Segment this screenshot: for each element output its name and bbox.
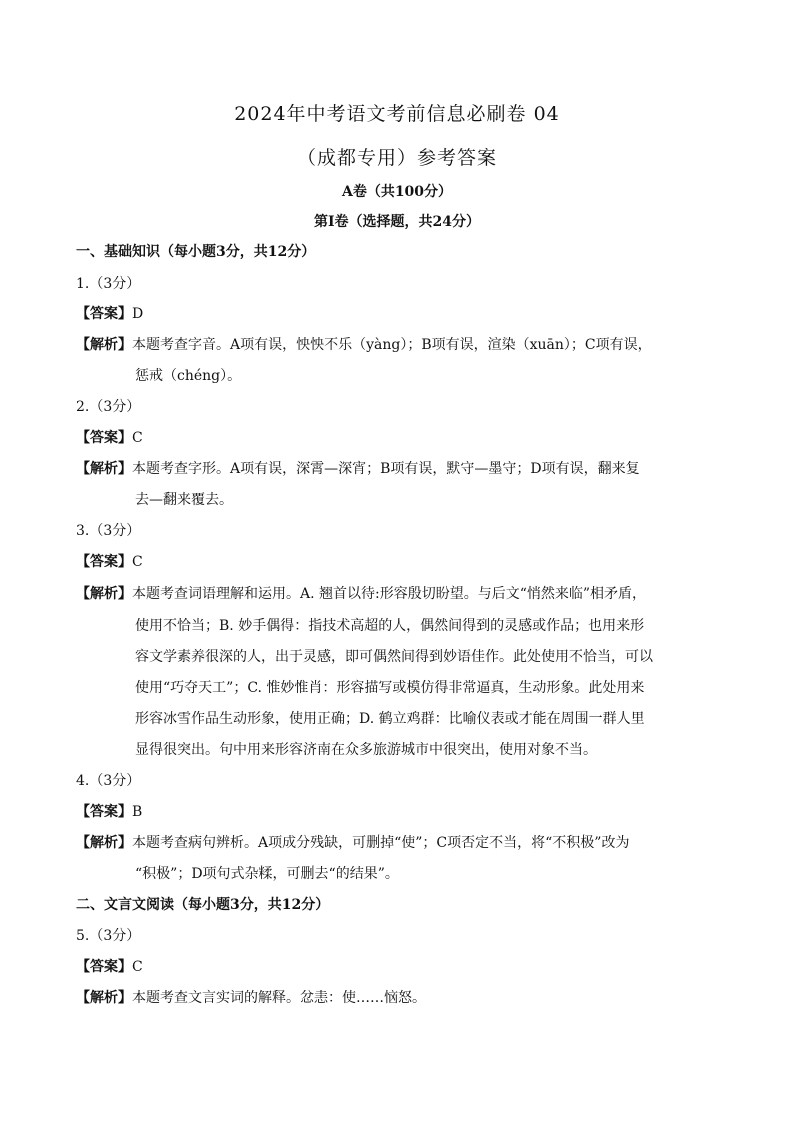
answer-value: C (132, 959, 143, 975)
question-2-answer (76, 428, 143, 448)
analysis-line: 形容冰雪作品生动形象，使用正确；D. 鹤立鸡群：比喻仪表或才能在周围一群人里 (135, 711, 645, 727)
analysis-line: 本题考查词语理解和运用。A. 翘首以待:形容殷切盼望。与后文“悄然来临”相矛盾， (132, 586, 647, 602)
question-1-analysis (76, 335, 652, 355)
answer-label: 【答案】 (76, 804, 132, 820)
analysis-label: 【解析】 (76, 990, 132, 1006)
volume-heading: A卷（共100分） (341, 184, 453, 200)
question-1-number: 1.（3分） (76, 276, 141, 292)
question-5-answer (76, 957, 143, 977)
question-3-answer (76, 552, 143, 572)
answer-label: 【答案】 (76, 306, 132, 322)
analysis-line: 本题考查字形。A项有误，深霄—深宵；B项有误，默守—墨守；D项有误，翻来复 (132, 461, 640, 477)
answer-value: B (132, 804, 143, 820)
section-heading-1: 一、基础知识（每小题3分，共12分） (76, 244, 316, 260)
analysis-line: “积极”；D项句式杂糅，可删去“的结果”。 (135, 866, 399, 882)
analysis-line: 显得很突出。句中用来形容济南在众多旅游城市中很突出，使用对象不当。 (135, 742, 597, 758)
question-3-number: 3.（3分） (76, 523, 141, 539)
analysis-label: 【解析】 (76, 461, 132, 477)
question-2-analysis (76, 459, 640, 479)
analysis-line: 惩戒（chéng）。 (135, 368, 242, 384)
answer-value: C (132, 430, 143, 446)
document-title: 2024年中考语文考前信息必刷卷 04 (234, 103, 560, 125)
analysis-line: 去—翻来覆去。 (135, 492, 233, 508)
question-4-number: 4.（3分） (76, 773, 141, 789)
analysis-line: 本题考查文言实词的解释。忿恚：使……恼怒。 (132, 990, 426, 1006)
answer-value: D (132, 306, 144, 322)
question-5-analysis (76, 988, 426, 1008)
document-subtitle: （成都专用）参考答案 (296, 147, 497, 169)
question-4-analysis (76, 833, 629, 853)
question-3-analysis (76, 584, 646, 604)
answer-label: 【答案】 (76, 554, 132, 570)
analysis-line: 使用“巧夺天工”；C. 惟妙惟肖：形容描写或模仿得非常逼真，生动形象。此处用来 (135, 680, 645, 696)
analysis-line: 使用不恰当；B. 妙手偶得：指技术高超的人，偶然间得到的灵感或作品；也用来形 (135, 618, 645, 634)
analysis-line: 容文学素养很深的人，出于灵感，即可偶然间得到妙语佳作。此处使用不恰当，可以 (135, 649, 653, 665)
question-5-number: 5.（3分） (76, 928, 141, 944)
part-heading: 第Ⅰ卷（选择题，共24分） (313, 214, 481, 230)
answer-value: C (132, 554, 143, 570)
question-1-answer (76, 304, 143, 324)
question-2-number: 2.（3分） (76, 399, 141, 415)
answer-label: 【答案】 (76, 959, 132, 975)
analysis-label: 【解析】 (76, 586, 132, 602)
analysis-label: 【解析】 (76, 337, 132, 353)
question-4-answer (76, 802, 142, 822)
analysis-line: 本题考查字音。A项有误，怏怏不乐（yàng）；B项有误，渲染（xuān）；C项有误， (132, 337, 652, 353)
analysis-line: 本题考查病句辨析。A项成分残缺，可删掉“使”；C项否定不当，将“不积极”改为 (132, 835, 630, 851)
answer-label: 【答案】 (76, 430, 132, 446)
section-heading-2: 二、文言文阅读（每小题3分，共12分） (76, 897, 330, 913)
analysis-label: 【解析】 (76, 835, 132, 851)
